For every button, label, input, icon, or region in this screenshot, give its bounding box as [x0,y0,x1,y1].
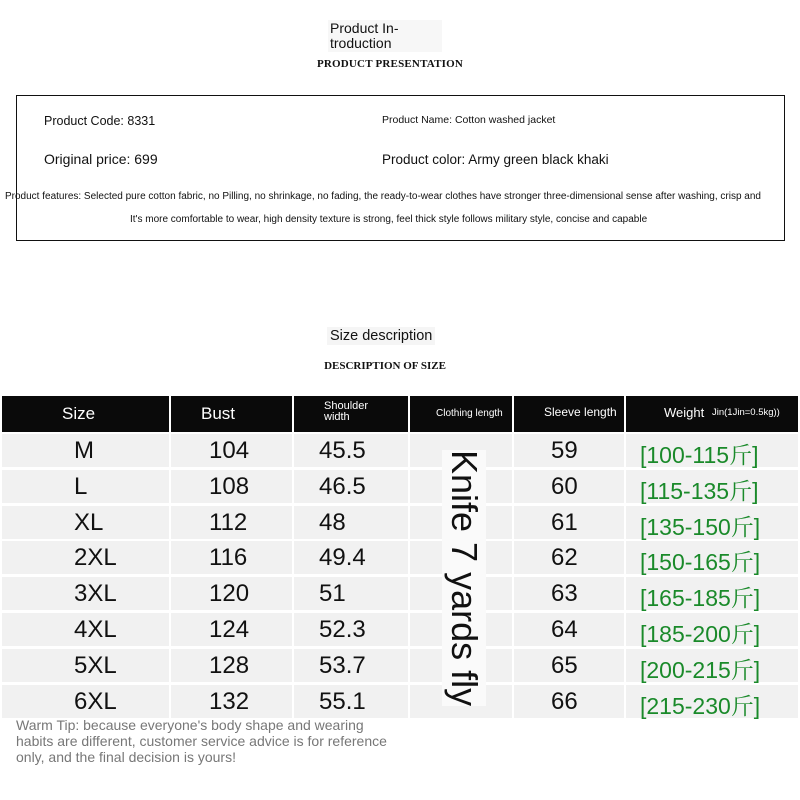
cell-weight: [165-185斤] [640,585,761,612]
header-clothing-length: Clothing length [410,396,512,432]
intro-subtitle: PRODUCT PRESENTATION [316,58,464,70]
table-cell [514,613,624,646]
size-subtitle: DESCRIPTION OF SIZE [324,360,446,372]
table-cell [294,434,408,467]
table-cell [294,577,408,610]
cell-shoulder: 49.4 [319,544,366,572]
product-features-line2: It's more comfortable to wear, high density texture is strong, feel thick style follows military style, concise and capable [130,214,648,225]
table-cell [626,613,798,646]
cell-weight: [185-200斤] [640,621,761,647]
cell-sleeve: 60 [551,472,578,500]
table-cell [514,434,624,467]
header-bust: Bust [171,396,292,432]
cell-sleeve: 66 [551,687,578,715]
table-cell [514,506,624,539]
table-cell [2,506,169,539]
table-cell [294,613,408,646]
table-cell [171,470,292,503]
table-cell [2,649,169,682]
cell-shoulder: 46.5 [319,472,366,500]
cell-size: L [74,472,88,500]
table-cell [514,541,624,574]
table-cell [2,577,169,610]
table-cell [626,434,798,467]
table-cell [2,613,169,646]
table-cell [171,577,292,610]
cell-size: 4XL [74,616,117,643]
table-cell [294,470,408,503]
cell-shoulder: 52.3 [319,616,366,643]
table-cell [171,649,292,682]
table-cell [2,434,169,467]
table-cell [171,541,292,574]
product-info-box [5,95,785,241]
cell-bust: 132 [209,687,250,715]
cell-bust: 112 [209,508,248,536]
cell-weight: [135-150斤] [640,513,761,540]
original-price: Original price: 699 [44,151,158,167]
cell-bust: 124 [209,616,250,643]
table-cell [2,685,169,718]
table-cell [294,506,408,539]
header-size: Size [2,396,169,432]
table-cell [514,685,624,718]
cell-weight: [115-135斤] [640,477,759,504]
size-title: Size description [327,327,435,345]
warm-tip: Warm Tip: because everyone's body shape and wearing habits are different, customer service advice is for reference only, and the final decision is yours! [16,717,387,765]
table-cell [626,470,798,503]
cell-bust: 128 [209,651,250,679]
cell-weight: [150-165斤] [640,549,761,576]
cell-bust: 108 [209,472,250,500]
table-cell [171,613,292,646]
header-shoulder: Shoulder width [294,396,408,432]
table-cell [626,541,798,574]
cell-sleeve: 64 [551,616,578,643]
header-weight: Weight Jin(1Jin=0.5kg)) [626,396,798,432]
table-cell [294,685,408,718]
table-cell [171,506,292,539]
cell-weight: [215-230斤] [640,692,761,719]
table-cell [514,649,624,682]
table-cell [626,685,798,718]
table-cell [626,649,798,682]
cell-size: 6XL [74,687,117,715]
table-cell [171,434,292,467]
product-code: Product Code: 8331 [44,114,156,128]
table-cell [171,685,292,718]
cell-size: M [74,437,94,464]
cell-shoulder: 51 [319,580,346,608]
cell-size: XL [74,508,104,536]
table-cell [2,541,169,574]
cell-size: 2XL [74,544,117,572]
cell-weight: [100-115斤] [640,442,759,468]
cell-sleeve: 62 [551,544,578,572]
table-cell [514,577,624,610]
header-sleeve-length: Sleeve length [514,396,624,432]
cell-bust: 116 [209,544,248,572]
product-name: Product Name: Cotton washed jacket [382,114,556,126]
product-color: Product color: Army green black khaki [382,152,609,167]
table-cell [514,470,624,503]
cell-bust: 120 [209,580,250,608]
table-cell [294,541,408,574]
table-cell [2,470,169,503]
cell-size: 5XL [74,651,117,679]
cell-sleeve: 59 [551,437,578,464]
table-cell [626,577,798,610]
cell-shoulder: 48 [319,508,346,536]
cell-shoulder: 53.7 [319,651,366,679]
cell-size: 3XL [74,580,117,608]
cell-bust: 104 [209,437,250,464]
cell-sleeve: 63 [551,580,578,608]
cell-weight: [200-215斤] [640,656,761,683]
cell-sleeve: 65 [551,651,578,679]
table-cell [626,506,798,539]
cell-shoulder: 55.1 [319,687,366,715]
watermark-text: Knife 7 yards fly [444,450,485,707]
intro-title: Product In-troduction [328,20,442,52]
cell-shoulder: 45.5 [319,437,366,464]
table-cell [294,649,408,682]
cell-sleeve: 61 [551,508,578,536]
product-features-line1: Product features: Selected pure cotton fabric, no Pilling, no shrinkage, no fading, the ready-to-wear clothes have stronger three-dimensional sense after washing, crisp and [5,191,761,202]
